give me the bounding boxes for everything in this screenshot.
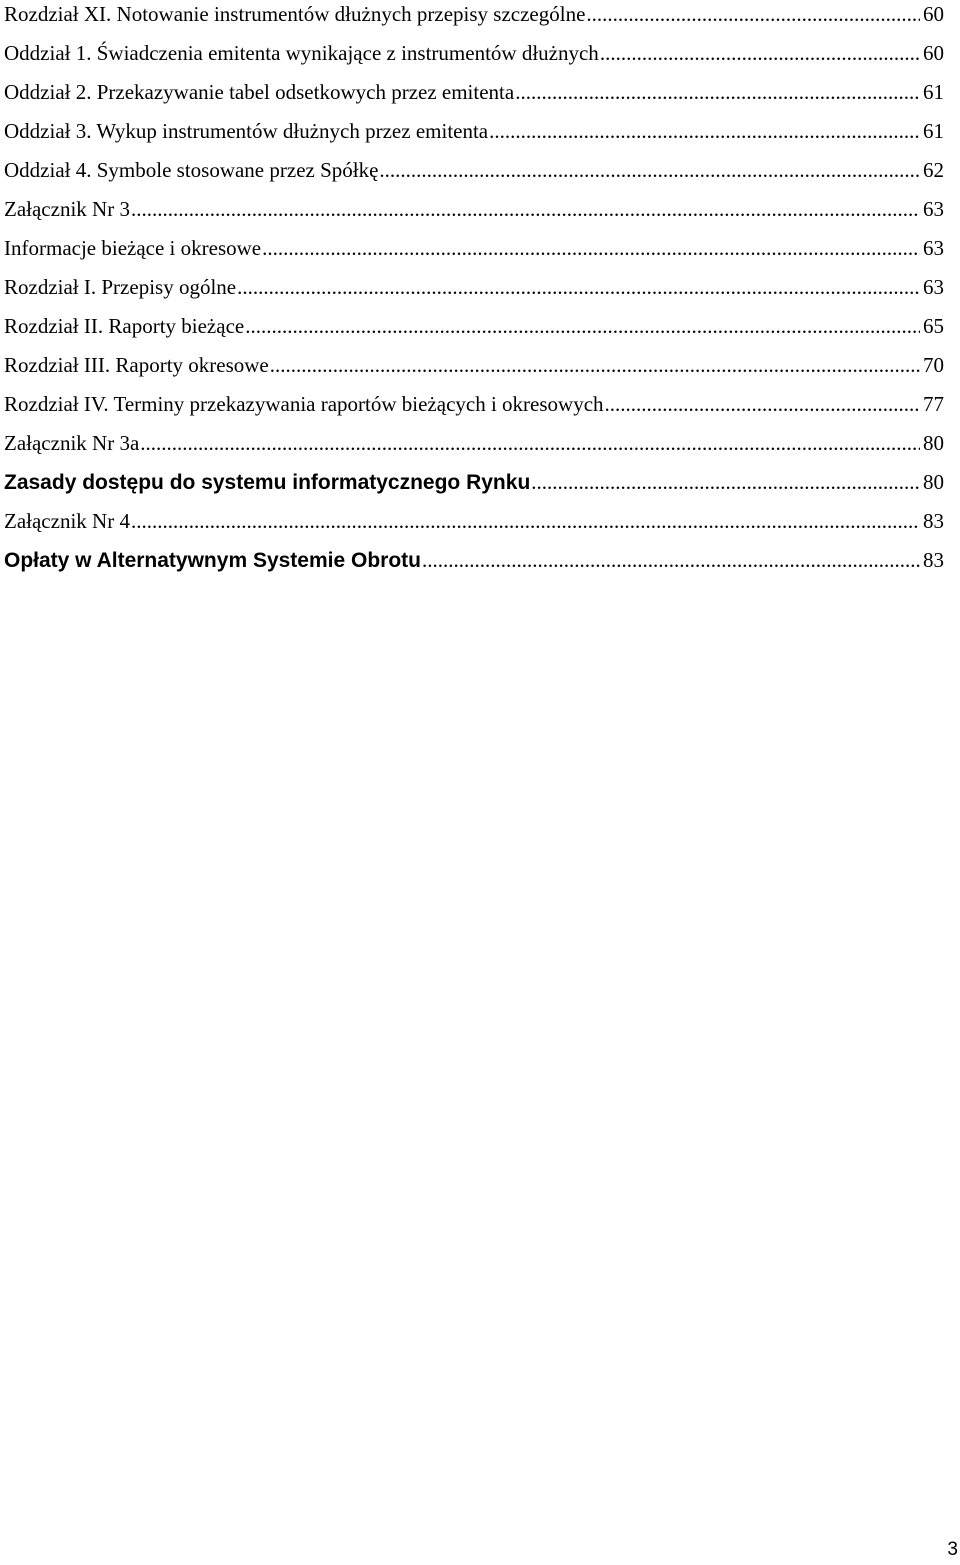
toc-entry[interactable] [4,156,944,195]
page-number: 3 [947,1539,958,1560]
toc-entry-page: 60 [923,41,944,65]
toc-dot-leader [245,312,920,340]
toc-entry-title: Opłaty w Alternatywnym Systemie Obrotu [4,549,421,572]
toc-dot-leader [237,273,920,301]
toc-dot-leader [270,351,920,379]
toc-entry[interactable] [4,312,944,351]
toc-entry-page: 63 [923,275,944,299]
toc-entry[interactable] [4,351,944,390]
toc-entry[interactable] [4,273,944,312]
table-of-contents [4,0,944,585]
toc-entry-title: Rozdział III. Raporty okresowe [4,353,269,377]
toc-entry-title: Rozdział IV. Terminy przekazywania raportów bieżących i okresowych [4,392,604,416]
toc-entry-page: 65 [923,314,944,338]
toc-entry-title: Rozdział II. Raporty bieżące [4,314,245,338]
toc-entry-page: 80 [923,431,944,455]
toc-entry[interactable] [4,468,944,507]
toc-entry-page: 61 [923,80,944,104]
toc-dot-leader [531,468,920,496]
toc-entry-page: 60 [923,2,944,26]
toc-entry[interactable] [4,546,944,585]
toc-dot-leader [515,78,920,106]
toc-entry[interactable] [4,429,944,468]
toc-dot-leader [600,39,920,67]
toc-entry-title: Oddział 4. Symbole stosowane przez Spółkę [4,158,379,182]
toc-entry[interactable] [4,234,944,273]
toc-entry-page: 80 [923,470,944,494]
toc-entry[interactable] [4,117,944,156]
toc-entry-page: 62 [923,158,944,182]
toc-dot-leader [422,546,920,574]
toc-entry-page: 70 [923,353,944,377]
toc-dot-leader [131,507,920,535]
toc-dot-leader [489,117,920,145]
toc-dot-leader [586,0,920,28]
toc-entry-title: Zasady dostępu do systemu informatycznego Rynku [4,471,531,494]
toc-entry-title: Załącznik Nr 4 [4,509,130,533]
toc-dot-leader [131,195,920,223]
toc-entry-page: 63 [923,197,944,221]
toc-entry[interactable] [4,507,944,546]
toc-dot-leader [379,156,920,184]
toc-dot-leader [140,429,920,457]
toc-entry-page: 83 [923,548,944,572]
toc-dot-leader [605,390,920,418]
toc-entry-title: Informacje bieżące i okresowe [4,236,262,260]
toc-entry-page: 61 [923,119,944,143]
toc-entry[interactable] [4,39,944,78]
toc-entry[interactable] [4,0,944,39]
toc-entry[interactable] [4,390,944,429]
toc-entry-title: Załącznik Nr 3a [4,431,140,455]
toc-entry[interactable] [4,195,944,234]
toc-entry-page: 83 [923,509,944,533]
toc-entry-title: Oddział 2. Przekazywanie tabel odsetkowych przez emitenta [4,80,515,104]
toc-entry-page: 77 [923,392,944,416]
toc-entry-title: Oddział 3. Wykup instrumentów dłużnych przez emitenta [4,119,489,143]
toc-entry-title: Rozdział XI. Notowanie instrumentów dłużnych przepisy szczególne [4,2,586,26]
toc-entry-title: Oddział 1. Świadczenia emitenta wynikające z instrumentów dłużnych [4,41,599,65]
toc-entry-title: Rozdział I. Przepisy ogólne [4,275,237,299]
toc-entry-title: Załącznik Nr 3 [4,197,130,221]
toc-entry[interactable] [4,78,944,117]
toc-entry-page: 63 [923,236,944,260]
toc-dot-leader [262,234,920,262]
